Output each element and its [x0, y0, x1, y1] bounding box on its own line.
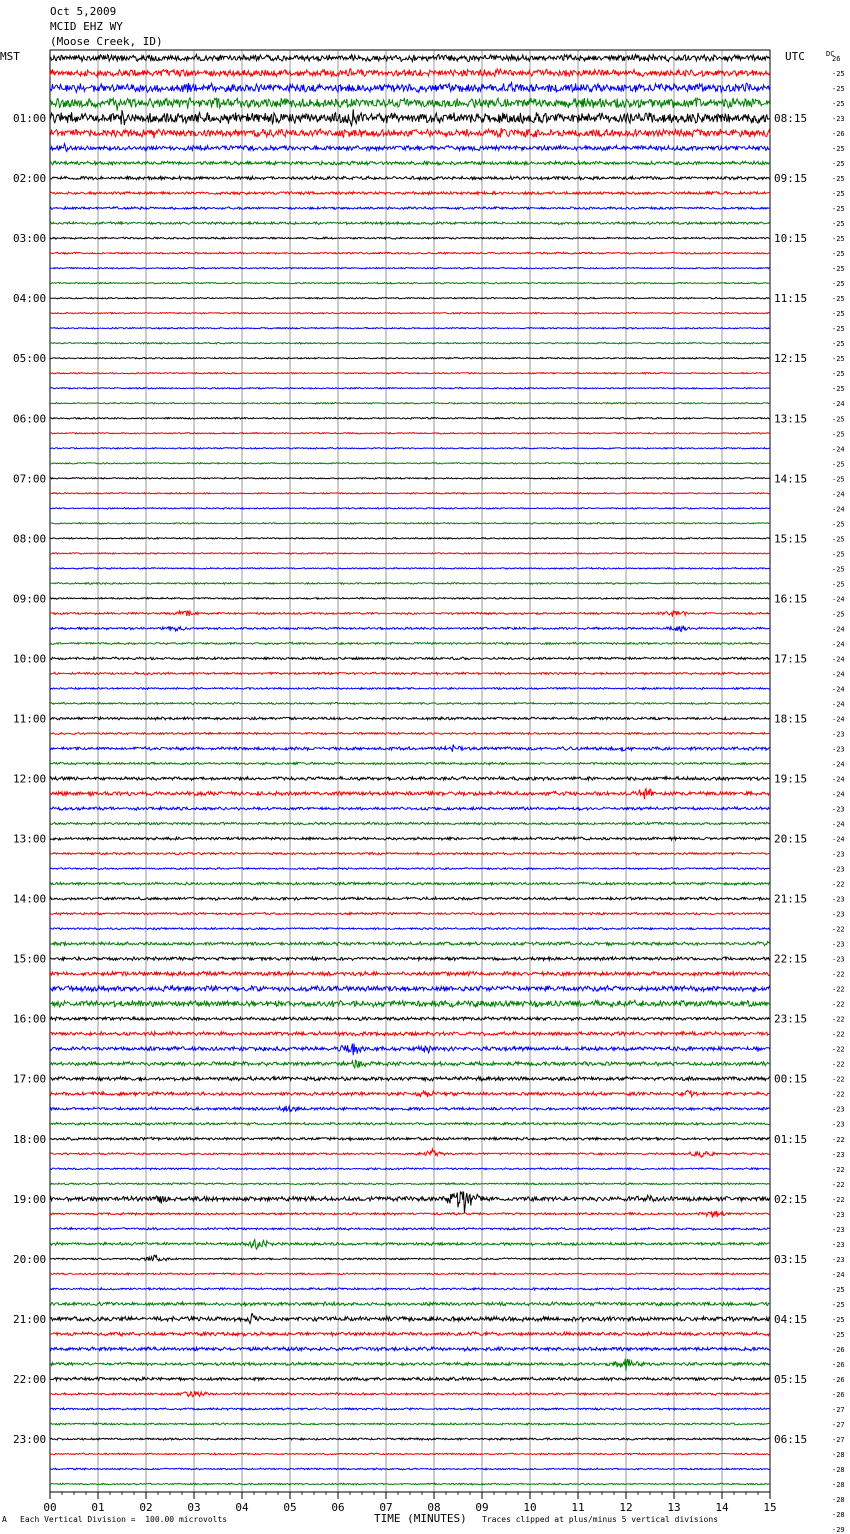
dc-offset-label: -22	[832, 1195, 845, 1204]
dc-offset-label: -25	[832, 385, 845, 394]
dc-offset-label: -23	[832, 1105, 845, 1114]
dc-offset-label: -22	[832, 1135, 845, 1144]
clip-note: Traces clipped at plus/minus 5 vertical divisions	[482, 1515, 719, 1524]
seismic-trace	[50, 83, 770, 93]
seismic-trace	[50, 109, 770, 125]
seismic-trace	[50, 1149, 770, 1157]
right-hour-label: 18:15	[774, 712, 808, 726]
left-hour-label: 03:00	[13, 232, 47, 246]
dc-offset-label: 26	[832, 55, 841, 63]
seismic-trace	[50, 508, 770, 510]
right-hour-label: 00:15	[774, 1072, 808, 1086]
x-tick-label: 07	[379, 1501, 393, 1514]
dc-offset-label: -23	[832, 910, 845, 919]
dc-offset-label: -24	[832, 400, 845, 409]
seismic-trace	[50, 493, 770, 495]
seismic-trace	[50, 789, 770, 800]
x-tick-label: 03	[187, 1501, 201, 1514]
seismic-trace	[50, 1106, 770, 1112]
seismic-trace	[50, 762, 770, 764]
seismic-trace	[50, 478, 770, 480]
x-tick-label: 15	[763, 1501, 777, 1514]
x-tick-label: 05	[283, 1501, 297, 1514]
seismic-trace	[50, 327, 770, 329]
right-hour-label: 17:15	[774, 652, 808, 666]
seismic-trace	[50, 1273, 770, 1275]
seismic-trace	[50, 1090, 770, 1097]
seismic-trace	[50, 1453, 770, 1455]
seismic-trace	[50, 237, 770, 239]
dc-offset-label: -25	[832, 550, 845, 559]
dc-offset-label: -25	[832, 250, 845, 259]
right-hour-label: 20:15	[774, 832, 808, 846]
seismic-trace	[50, 568, 770, 570]
dc-offset-label: -29	[832, 1526, 845, 1534]
dc-offset-label: -25	[832, 1330, 845, 1339]
seismic-trace	[50, 777, 770, 781]
seismic-trace	[50, 1017, 770, 1021]
station-location: (Moose Creek, ID)	[50, 35, 163, 48]
seismic-trace	[50, 837, 770, 840]
x-axis-title: TIME (MINUTES)	[374, 1512, 467, 1525]
right-hour-label: 02:15	[774, 1192, 808, 1206]
dc-offset-label: -26	[832, 1390, 845, 1399]
seismic-trace	[50, 222, 770, 225]
seismic-trace	[50, 1302, 770, 1306]
left-hour-label: 04:00	[13, 292, 47, 306]
seismic-trace	[50, 1032, 770, 1036]
seismic-trace	[50, 1288, 770, 1290]
dc-offset-label: -24	[832, 760, 845, 769]
dc-offset-label: -23	[832, 1150, 845, 1159]
seismic-trace	[50, 1240, 770, 1250]
dc-offset-label: -28	[832, 1465, 845, 1474]
dc-offset-label: -23	[832, 115, 845, 124]
left-hour-label: 22:00	[13, 1372, 47, 1386]
dc-offset-label: -24	[832, 595, 845, 604]
dc-offset-label: -22	[832, 1045, 845, 1054]
right-hour-label: 05:15	[774, 1372, 808, 1386]
x-tick-label: 14	[715, 1501, 729, 1514]
dc-offset-label: -26	[832, 1345, 845, 1354]
dc-offset-label: -25	[832, 145, 845, 154]
dc-offset-label: -24	[832, 490, 845, 499]
dc-offset-label: -22	[832, 1060, 845, 1069]
dc-offset-label: -24	[832, 1270, 845, 1279]
seismic-trace	[50, 357, 770, 359]
seismic-trace	[50, 1391, 770, 1397]
x-tick-label: 12	[619, 1501, 633, 1514]
x-tick-label: 06	[331, 1501, 345, 1514]
dc-offset-label: -28	[832, 1450, 845, 1459]
seismic-trace	[50, 882, 770, 885]
seismic-trace	[50, 192, 770, 195]
seismic-trace	[50, 1423, 770, 1425]
right-hour-label: 12:15	[774, 352, 808, 366]
x-tick-label: 09	[475, 1501, 489, 1514]
seismic-trace	[50, 1408, 770, 1410]
dc-offset-label: -25	[832, 580, 845, 589]
dc-offset-label: -25	[832, 70, 845, 79]
left-hour-label: 13:00	[13, 832, 47, 846]
seismic-trace	[50, 1192, 770, 1214]
x-tick-label: 10	[523, 1501, 537, 1514]
dc-offset-label: -23	[832, 730, 845, 739]
seismic-trace	[50, 267, 770, 269]
dc-offset-label: -22	[832, 925, 845, 934]
dc-offset-label: -25	[832, 430, 845, 439]
right-hour-label: 16:15	[774, 592, 808, 606]
left-hour-label: 19:00	[13, 1192, 47, 1206]
seismic-trace	[50, 342, 770, 344]
dc-offset-label: -25	[832, 280, 845, 289]
chart-date: Oct 5,2009	[50, 5, 117, 18]
dc-offset-label: -24	[832, 670, 845, 679]
left-hour-label: 10:00	[13, 652, 47, 666]
dc-offset-label: -24	[832, 685, 845, 694]
seismic-trace	[50, 312, 770, 314]
right-hour-label: 08:15	[774, 112, 808, 126]
seismic-trace	[50, 538, 770, 540]
dc-offset-label: -24	[832, 505, 845, 514]
x-tick-label: 02	[139, 1501, 153, 1514]
seismic-trace	[50, 1468, 770, 1470]
dc-offset-label: -23	[832, 1225, 845, 1234]
seismic-trace	[50, 252, 770, 254]
dc-offset-label: -25	[832, 1315, 845, 1324]
seismic-trace	[50, 626, 770, 631]
seismic-trace	[50, 1347, 770, 1351]
dc-offset-label: -25	[832, 355, 845, 364]
dc-offset-label: -27	[832, 1405, 845, 1414]
right-hour-label: 03:15	[774, 1252, 808, 1266]
dc-offset-label: -28	[832, 1481, 845, 1489]
dc-offset-label: -27	[832, 1435, 845, 1444]
seismic-trace	[50, 1060, 770, 1068]
right-hour-label: 15:15	[774, 532, 808, 546]
seismic-trace	[50, 897, 770, 900]
seismic-trace	[50, 128, 770, 138]
dc-offset-label: -23	[832, 940, 845, 949]
seismic-trace	[50, 1211, 770, 1218]
dc-offset-label: -22	[832, 1030, 845, 1039]
dc-offset-label: -23	[832, 865, 845, 874]
left-hour-label: 06:00	[13, 412, 47, 426]
seismic-trace	[50, 957, 770, 961]
seismic-trace	[50, 297, 770, 299]
left-hour-label: 14:00	[13, 892, 47, 906]
dc-offset-label: -25	[832, 520, 845, 529]
dc-offset-label: -23	[832, 955, 845, 964]
dc-offset-label: -23	[832, 805, 845, 814]
dc-offset-label: -25	[832, 565, 845, 574]
right-hour-label: 14:15	[774, 472, 808, 486]
seismic-trace	[50, 176, 770, 180]
dc-offset-label: -25	[832, 460, 845, 469]
seismic-trace	[50, 657, 770, 660]
seismic-trace	[50, 598, 770, 600]
x-tick-label: 11	[571, 1501, 585, 1514]
right-hour-label: 11:15	[774, 292, 808, 306]
dc-offset-label: -24	[832, 700, 845, 709]
seismic-trace	[50, 912, 770, 914]
dc-offset-label: -22	[832, 880, 845, 889]
dc-offset-label: -23	[832, 1210, 845, 1219]
dc-offset-label: -26	[832, 1375, 845, 1384]
right-hour-label: 19:15	[774, 772, 808, 786]
dc-offset-label: -22	[832, 970, 845, 979]
right-hour-label: 22:15	[774, 952, 808, 966]
seismic-trace	[50, 807, 770, 810]
dc-offset-label: -28	[832, 1496, 845, 1505]
seismic-trace	[50, 971, 770, 975]
dc-offset-label: -24	[832, 835, 845, 844]
dc-offset-label: -24	[832, 625, 845, 634]
left-hour-label: 08:00	[13, 532, 47, 546]
left-hour-label: 09:00	[13, 592, 47, 606]
seismic-trace	[50, 448, 770, 450]
dc-offset-label: -25	[832, 295, 845, 304]
dc-offset-label: -22	[832, 985, 845, 994]
dc-offset-label: -25	[832, 325, 845, 334]
dc-offset-label: -22	[832, 1165, 845, 1174]
scale-note: Each Vertical Division = 100.00 microvolts	[20, 1515, 228, 1524]
dc-offset-label: -25	[832, 190, 845, 199]
seismic-trace	[50, 523, 770, 525]
seismic-trace	[50, 1228, 770, 1231]
x-tick-label: 08	[427, 1501, 441, 1514]
left-hour-label: 21:00	[13, 1312, 47, 1326]
left-hour-label: 01:00	[13, 112, 47, 126]
seismic-trace	[50, 852, 770, 855]
dc-offset-label: -24	[832, 790, 845, 799]
left-hour-label: 12:00	[13, 772, 47, 786]
footer-mark: A	[2, 1515, 7, 1524]
seismic-trace	[50, 388, 770, 390]
seismic-trace	[50, 553, 770, 555]
dc-offset-label: -24	[832, 820, 845, 829]
dc-offset-label: -25	[832, 235, 845, 244]
left-hour-label: 07:00	[13, 472, 47, 486]
left-hour-label: 18:00	[13, 1132, 47, 1146]
dc-offset-label: -23	[832, 895, 845, 904]
seismic-trace	[50, 611, 770, 617]
seismic-trace	[50, 1359, 770, 1371]
seismic-trace	[50, 1332, 770, 1336]
left-hour-label: 05:00	[13, 352, 47, 366]
seismic-trace	[50, 1168, 770, 1170]
station-code: MCID EHZ WY	[50, 20, 123, 33]
left-hour-label: 16:00	[13, 1012, 47, 1026]
seismic-trace	[50, 687, 770, 689]
left-timezone-label: MST	[0, 50, 20, 63]
dc-offset-label: -24	[832, 445, 845, 454]
right-hour-label: 23:15	[774, 1012, 808, 1026]
x-tick-label: 04	[235, 1501, 249, 1514]
dc-offset-label: -25	[832, 175, 845, 184]
dc-offset-label: -23	[832, 745, 845, 754]
dc-offset-label: -26	[832, 130, 845, 139]
left-hour-label: 17:00	[13, 1072, 47, 1086]
right-hour-label: 01:15	[774, 1132, 808, 1146]
dc-offset-label: -25	[832, 1300, 845, 1309]
seismic-trace	[50, 1000, 770, 1007]
dc-offset-label: -25	[832, 370, 845, 379]
right-hour-label: 13:15	[774, 412, 808, 426]
seismic-trace	[50, 161, 770, 165]
seismic-trace	[50, 433, 770, 435]
seismic-trace	[50, 1483, 770, 1485]
dc-offset-label: -22	[832, 1090, 845, 1099]
right-hour-label: 06:15	[774, 1432, 808, 1446]
x-tick-label: 13	[667, 1501, 681, 1514]
seismic-trace	[50, 1255, 770, 1261]
dc-offset-label: -24	[832, 655, 845, 664]
dc-offset-label: -25	[832, 220, 845, 229]
dc-offset-label: -22	[832, 1180, 845, 1189]
right-hour-label: 04:15	[774, 1312, 808, 1326]
plot-frame	[50, 50, 770, 1492]
seismic-trace	[50, 372, 770, 374]
dc-offset-label: -24	[832, 775, 845, 784]
right-hour-label: 10:15	[774, 232, 808, 246]
left-hour-label: 11:00	[13, 712, 47, 726]
seismic-trace	[50, 672, 770, 674]
seismic-trace	[50, 402, 770, 404]
dc-offset-label: -27	[832, 1420, 845, 1429]
dc-offset-label: -24	[832, 640, 845, 649]
seismic-trace	[50, 1077, 770, 1081]
dc-offset-label: -25	[832, 535, 845, 544]
dc-offset-label: -25	[832, 160, 845, 169]
dc-offset-label: -25	[832, 265, 845, 274]
right-hour-label: 21:15	[774, 892, 808, 906]
dc-offset-label: -23	[832, 1120, 845, 1129]
dc-offset-label: -25	[832, 610, 845, 619]
left-hour-label: 23:00	[13, 1432, 47, 1446]
seismic-trace	[50, 69, 770, 77]
seismic-trace	[50, 1044, 770, 1056]
seismic-trace	[50, 1438, 770, 1440]
seismic-trace	[50, 745, 770, 752]
seismic-trace	[50, 463, 770, 465]
seismic-trace	[50, 207, 770, 210]
dc-offset-label: -22	[832, 1015, 845, 1024]
x-tick-label: 00	[43, 1501, 57, 1514]
dc-offset-label: -23	[832, 1255, 845, 1264]
dc-offset-label: -23	[832, 1240, 845, 1249]
dc-offset-header: DC	[826, 50, 835, 58]
seismic-trace	[50, 1122, 770, 1125]
dc-offset-label: -25	[832, 205, 845, 214]
seismic-trace	[50, 1377, 770, 1381]
dc-offset-label: -25	[832, 475, 845, 484]
dc-offset-label: -25	[832, 310, 845, 319]
seismic-trace	[50, 417, 770, 419]
seismic-trace	[50, 1314, 770, 1324]
right-timezone-label: UTC	[785, 50, 805, 63]
seismic-trace	[50, 1137, 770, 1140]
seismic-trace	[50, 144, 770, 152]
dc-offset-label: -25	[832, 100, 845, 109]
seismic-trace	[50, 282, 770, 284]
seismic-trace	[50, 928, 770, 930]
dc-offset-label: -25	[832, 1285, 845, 1294]
seismic-trace	[50, 583, 770, 585]
dc-offset-label: -22	[832, 1000, 845, 1009]
seismic-trace	[50, 868, 770, 870]
seismic-trace	[50, 1183, 770, 1185]
seismic-trace	[50, 717, 770, 720]
left-hour-label: 02:00	[13, 172, 47, 186]
right-hour-label: 09:15	[774, 172, 808, 186]
left-hour-label: 15:00	[13, 952, 47, 966]
dc-offset-label: -25	[832, 415, 845, 424]
dc-offset-label: -22	[832, 1075, 845, 1084]
seismic-trace	[50, 54, 770, 61]
minute-gridlines	[50, 50, 770, 1492]
dc-offset-label: -28	[832, 1511, 845, 1520]
x-tick-label: 01	[91, 1501, 105, 1514]
seismic-trace	[50, 986, 770, 992]
seismic-trace	[50, 703, 770, 705]
seismic-trace	[50, 642, 770, 644]
dc-offset-label: -26	[832, 1360, 845, 1369]
seismic-trace	[50, 942, 770, 946]
dc-offset-label: -25	[832, 85, 845, 94]
seismic-trace	[50, 822, 770, 825]
dc-offset-label: -25	[832, 340, 845, 349]
seismic-trace	[50, 98, 770, 111]
left-hour-label: 20:00	[13, 1252, 47, 1266]
dc-offset-label: -24	[832, 715, 845, 724]
seismic-trace	[50, 732, 770, 734]
seismic-traces	[50, 54, 770, 1485]
dc-offset-label: -23	[832, 850, 845, 859]
